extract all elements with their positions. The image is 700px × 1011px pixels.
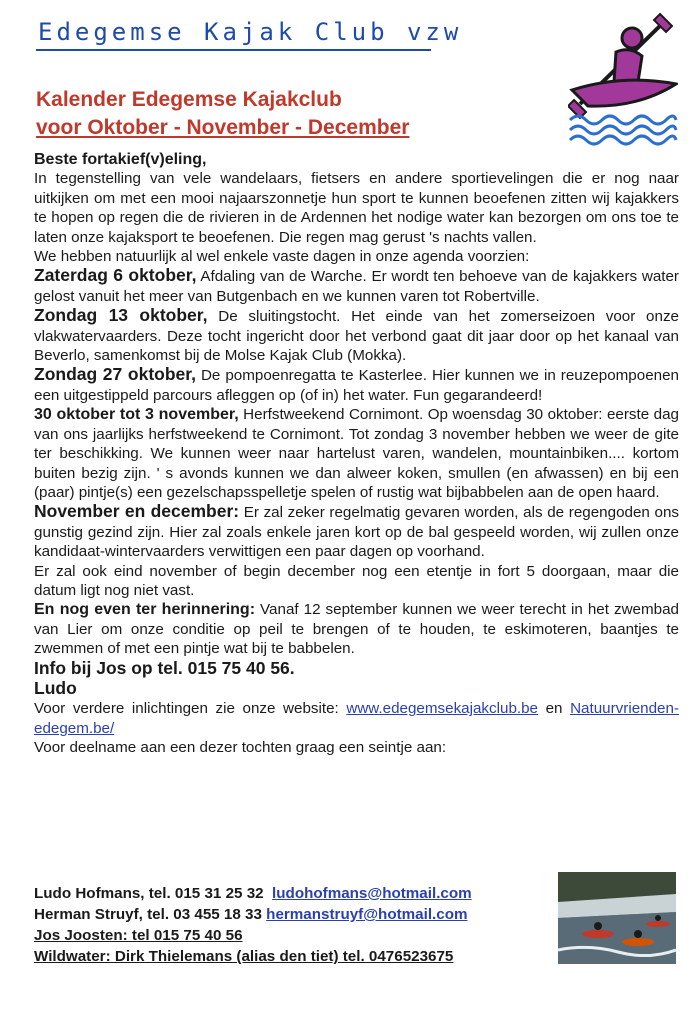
- intro-paragraph: In tegenstelling van vele wandelaars, fietsers en andere sportievelingen die er nog naar uitkijken om met een mooi najaarszonnetje hun sport te kunnen beoefenen zitten wij kajakkers te hopen op regen die de rivieren in de Ardennen het nodige water kan bezorgen om ons toe te laten onze kajaksport te beoefenen. Die regen mag gerust 's nachts vallen.: [34, 170, 679, 246]
- contact-row: [34, 904, 574, 925]
- reminder-text: Vanaf 12 september kunnen we weer terecht in het zwembad van Lier om onze conditie op peil te brengen of te houden, te eskimoteren, baantjes te zwemmen of met een pintje wat bij te babbelen.: [34, 601, 679, 658]
- website-line: Voor verdere inlichtingen zie onze website: www.edegemsekajakclub.be en Natuurvrienden-edegem.be/: [34, 700, 679, 737]
- event-text: De sluitingstocht. Het einde van het zomerseizoen voor onze vlakwatervaarders. Deze tocht ingericht door het verbond gaat dit jaar door op het kanaal van Beverlo, samenkomst bij de Molse Kajak Club (Mokka).: [34, 308, 679, 365]
- info-line: Info bij Jos op tel. 015 75 40 56.: [34, 657, 295, 678]
- contact-row: [34, 925, 574, 946]
- event-date: Zondag 13 oktober,: [34, 305, 208, 326]
- contact-name: Ludo Hofmans, tel. 015 31 25 32: [34, 885, 264, 902]
- club-name-underline: [36, 49, 431, 51]
- greeting: Beste fortakief(v)eling,: [34, 151, 207, 168]
- contact-row: [34, 946, 574, 967]
- contact-name: Herman Struyf, tel. 03 455 18 33: [34, 906, 262, 923]
- club-name: Edegemse Kajak Club vzw: [38, 18, 463, 46]
- event-item: [34, 502, 679, 561]
- event-item: [34, 365, 679, 405]
- contact-name: Wildwater: Dirk Thielemans (alias den tiet) tel. 0476523675: [34, 948, 454, 965]
- kayak-logo-icon: [568, 12, 678, 152]
- contact-row: [34, 883, 574, 904]
- agenda-intro: We hebben natuurlijk al wel enkele vaste dagen in onze agenda voorzien:: [34, 248, 530, 266]
- event-date: Zaterdag 6 oktober,: [34, 265, 197, 286]
- natuurvrienden-link[interactable]: Natuurvrienden-edegem.be/: [34, 700, 679, 737]
- event-text: Er zal zeker regelmatig gevaren worden, als de regengoden ons gunstig gezind zijn. Hier zal zoals enkele jaren kort op de bal gespeeld worden, wij zullen onze kandidaat-wintervaarders verwittigen een paar dagen op voorhand.: [34, 504, 679, 561]
- calendar-title-line2: voor Oktober - November - December: [36, 116, 410, 139]
- event-item: [34, 306, 679, 365]
- website-link[interactable]: www.edegemsekajakclub.be: [346, 700, 538, 718]
- event-item: [34, 266, 679, 306]
- reminder-label: En nog even ter herinnering:: [34, 601, 256, 619]
- event-date: Zondag 27 oktober,: [34, 364, 196, 385]
- contact-email[interactable]: hermanstruyf@hotmail.com: [266, 906, 468, 923]
- reminder-paragraph: [34, 600, 679, 658]
- contact-email[interactable]: ludohofmans@hotmail.com: [272, 885, 472, 902]
- event-item: [34, 405, 679, 502]
- contact-intro: Voor deelname aan een dezer tochten graag een seintje aan:: [34, 739, 447, 757]
- signature: Ludo: [34, 677, 77, 698]
- event-date: November en december:: [34, 501, 240, 522]
- event-text: De pompoenregatta te Kasterlee. Hier kunnen we in reuzepompoenen een uitgestippeld parcours afleggen op (of in) het water. Fun gegarandeerd!: [34, 367, 679, 404]
- letter-body: [34, 150, 679, 758]
- calendar-title-line1: Kalender Edegemse Kajakclub: [36, 88, 342, 111]
- contact-name: Jos Joosten: tel 015 75 40 56: [34, 927, 243, 944]
- event-text: Herfstweekend Cornimont. Op woensdag 30 oktober: eerste dag van ons jaarlijks herfstweekend te Cornimont. Tot zondag 3 november hebben we weer de gite ter beschikking. We kunnen weer naar hartelust varen, wandelen, mountainbiken.... kortom buiten bezig zijn. ' s avonds kunnen we dan alweer koken, smullen (en afwassen) en bij een (paar) pintje(s) een gezelschapsspelletje spelen of rustig wat bijbabbelen aan de open haard.: [34, 406, 679, 501]
- contact-list: [34, 883, 574, 967]
- kayakers-photo: [558, 872, 676, 964]
- event-text: Afdaling van de Warche. Er wordt ten behoeve van de kajakkers water gelost vanuit het meer van Butgenbach en we kunnen varen tot Robertville.: [34, 268, 679, 305]
- etentje-paragraph: Er zal ook eind november of begin december nog een etentje in fort 5 doorgaan, maar die datum ligt nog niet vast.: [34, 562, 679, 599]
- event-date: 30 oktober tot 3 november,: [34, 406, 239, 424]
